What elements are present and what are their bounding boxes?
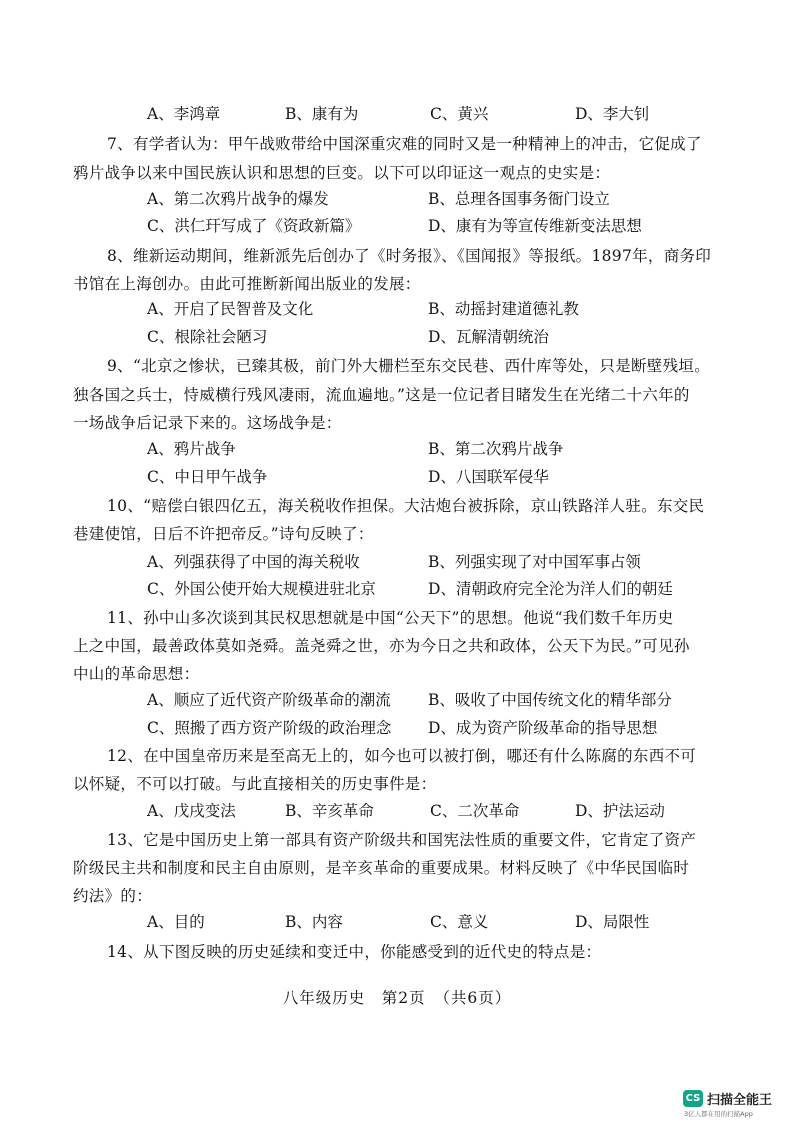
q6-option-b: B、康有为 [285, 105, 359, 123]
q12-option-d: D、护法运动 [575, 802, 665, 820]
q10-option-c: C、外国公使开始大规模进驻北京 [147, 580, 376, 598]
q8-option-d: D、瓦解清朝统治 [428, 328, 549, 346]
q8-option-a: A、开启了民智普及文化 [147, 300, 314, 318]
q8-stem-line: 书馆在上海创办。由此可推断新闻出版业的发展： [73, 275, 421, 293]
q7-option-d: D、康有为等宣传维新变法思想 [428, 217, 642, 235]
q8-option-b: B、动摇封建道德礼教 [428, 300, 579, 318]
cs-logo-icon: CS [683, 1090, 703, 1107]
q13-stem-line: 13、它是中国历史上第一部具有资产阶级共和国宪法性质的重要文件，它肯定了资产 [107, 831, 697, 849]
q9-stem-line: 9、“北京之惨状，已臻其极，前门外大栅栏至东交民巷、西什库等处，只是断壁残垣。 [107, 357, 710, 375]
q13-option-d: D、局限性 [575, 913, 650, 931]
q11-option-b: B、吸收了中国传统文化的精华部分 [428, 691, 672, 709]
q9-option-a: A、鸦片战争 [147, 440, 236, 458]
q11-stem-line: 11、孙中山多次谈到其民权思想就是中国“公天下”的思想。他说“我们数千年历史 [107, 609, 674, 627]
q9-option-b: B、第二次鸦片战争 [428, 440, 564, 458]
q11-stem-line: 上之中国，最善政体莫如尧舜。盖尧舜之世，亦为今日之共和政体，公天下为民。”可见孙 [73, 637, 690, 655]
q7-option-a: A、第二次鸦片战争的爆发 [147, 190, 329, 208]
q11-option-d: D、成为资产阶级革命的指导思想 [428, 719, 658, 737]
q10-stem-line: 巷建使馆，日后不许把帝反。”诗句反映了： [73, 525, 374, 543]
q7-option-b: B、总理各国事务衙门设立 [428, 190, 610, 208]
watermark-name: 扫描全能王 [707, 1093, 773, 1108]
q14-stem-line: 14、从下图反映的历史延续和变迁中，你能感受到的近代史的特点是： [107, 943, 602, 961]
q12-stem-line: 12、在中国皇帝历来是至高无上的，如今也可以被打倒，哪还有什么陈腐的东西不可 [107, 747, 697, 765]
page-footer: 八年级历史 第2页 （共6页） [282, 989, 512, 1007]
scanner-watermark [683, 1088, 783, 1118]
q6-option-c: C、黄兴 [430, 105, 489, 123]
q6-option-a: A、李鸿章 [147, 105, 221, 123]
q9-option-c: C、中日甲午战争 [147, 468, 268, 486]
q6-option-d: D、李大钊 [575, 105, 650, 123]
q13-stem-line: 约法》的： [73, 887, 153, 905]
q12-option-a: A、戊戌变法 [147, 802, 236, 820]
watermark-tagline: 3亿人都在用的扫描App [684, 1110, 753, 1118]
q11-option-a: A、顺应了近代资产阶级革命的潮流 [147, 691, 391, 709]
q10-stem-line: 10、“赔偿白银四亿五，海关税收作担保。大沽炮台被拆除，京山铁路洋人驻。东交民 [107, 497, 705, 515]
q10-option-b: B、列强实现了对中国军事占领 [428, 553, 641, 571]
q7-option-c: C、洪仁玕写成了《资政新篇》 [147, 217, 361, 235]
q9-stem-line: 独各国之兵士，恃威横行残风凄雨，流血遍地。”这是一位记者目睹发生在光绪二十六年的 [73, 386, 690, 404]
q13-option-c: C、意义 [430, 913, 489, 931]
q12-stem-line: 以怀疑，不可以打破。与此直接相关的历史事件是： [73, 775, 437, 793]
q13-stem-line: 阶级民主共和制度和民主自由原则，是辛亥革命的重要成果。材料反映了《中华民国临时 [73, 859, 690, 877]
q11-stem-line: 中山的革命思想： [73, 665, 200, 683]
q10-option-a: A、列强获得了中国的海关税收 [147, 553, 360, 571]
q9-stem-line: 一场战争后记录下来的。这场战争是： [73, 414, 342, 432]
q8-option-c: C、根除社会陋习 [147, 328, 268, 346]
q13-option-b: B、内容 [285, 913, 343, 931]
q13-option-a: A、目的 [147, 913, 205, 931]
q12-option-b: B、辛亥革命 [285, 802, 374, 820]
q8-stem-line: 8、维新运动期间，维新派先后创办了《时务报》、《国闻报》等报纸。1897年，商务印 [107, 247, 712, 265]
q7-stem-line: 7、有学者认为：甲午战败带给中国深重灾难的同时又是一种精神上的冲击，它促成了 [107, 135, 702, 153]
q9-option-d: D、八国联军侵华 [428, 468, 549, 486]
q10-option-d: D、清朝政府完全沦为洋人们的朝廷 [428, 580, 673, 598]
q12-option-c: C、二次革命 [430, 802, 520, 820]
q11-option-c: C、照搬了西方资产阶级的政治理念 [147, 719, 392, 737]
q7-stem-line: 鸦片战争以来中国民族认识和思想的巨变。以下可以印证这一观点的史实是： [73, 164, 611, 182]
